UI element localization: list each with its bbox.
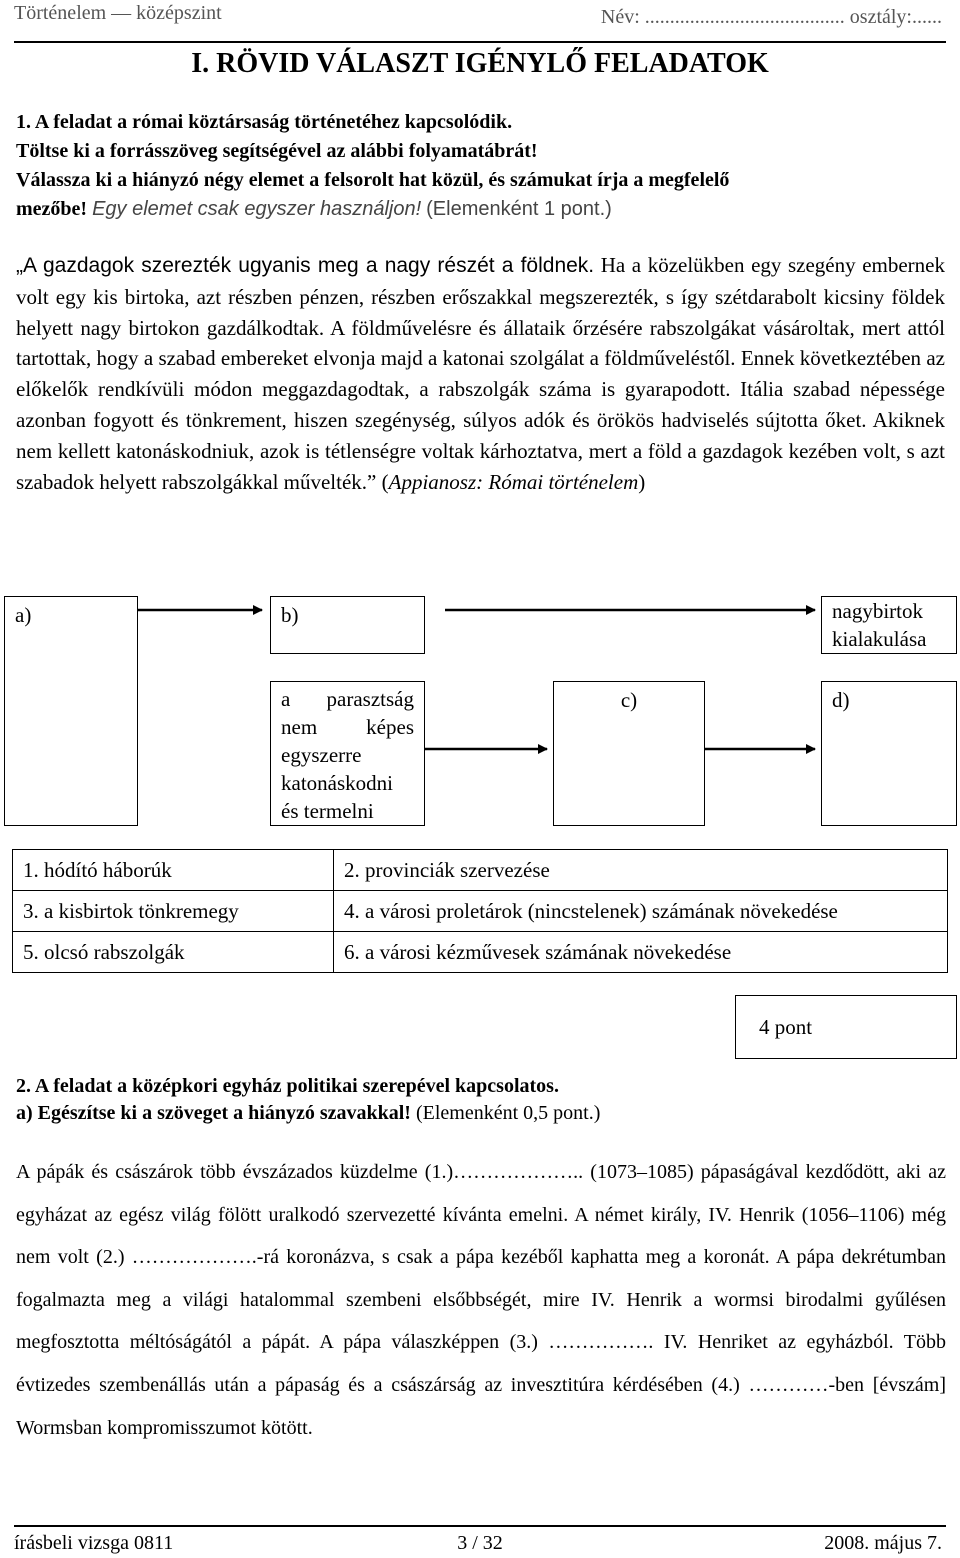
header-subject: Történelem — középszint [14, 2, 222, 24]
flow-label-b: b) [281, 603, 299, 627]
task2-instructions [16, 1073, 946, 1127]
flow-paraszt-line4: katonáskodni [281, 771, 393, 795]
source-cite-close: ) [638, 469, 646, 494]
source-body: Ha a közelükben egy szegény embernek volt egy kis birtoka, azt részben pénzen, részben erőszakkal megszerezték, s így szétdarabolt kicsiny földek helyett nagy birtokon gazdálkodtak. A földművelésre és állataik őrzésére rabszolgákat vásároltak, mert attól tartottak, hogy a szabad embereket elvonja majd a katonai szolgálat a földműveléstől. Ennek következtében az előkelők rendkívüli módon meggazdagodtak, a rabszolgák száma is gyarapodott. Itália szabad népessége azonban fogyott és tönkrement, hiszen szegénység, súlyos adók és örökös hadviselés sújtotta őket. Akiknek nem kellett katonáskodniuk, azok is tétlenségre voltak kárhoztatva, mert a föld a gazdagok kezében volt, s azt szabadok helyett rabszolgákkal művelték.” [16, 253, 945, 494]
flow-box-nagybirtok [821, 596, 957, 654]
footer-date: 2008. május 7. [824, 1532, 942, 1554]
footer-rule [14, 1525, 946, 1527]
flow-box-c[interactable] [553, 681, 705, 826]
task1-line1: 1. A feladat a római köztársaság történetéhez kapcsolódik. [16, 111, 513, 133]
source-cite-open: ( [381, 469, 389, 494]
option-cell: 5. olcsó rabszolgák [13, 932, 334, 973]
option-cell: 3. a kisbirtok tönkremegy [13, 891, 334, 932]
flow-label-nagybirtok: nagybirtok kialakulása [832, 599, 927, 651]
source-quote: „A gazdagok szerezték ugyanis meg a nagy részét a földnek. [16, 254, 595, 277]
task1-line4-bold: mezőbe! [16, 198, 88, 220]
flow-box-parasztsag [270, 681, 425, 826]
task1-line4-italic: Egy elemet csak egyszer használjon! [92, 198, 422, 220]
task1-line3: Válassza ki a hiányzó négy elemet a felsorolt hat közül, és számukat írja a megfelelő [16, 169, 730, 191]
flow-label-d: d) [832, 688, 850, 712]
fill-in-text: A pápák és császárok több évszázados küzdelme (1.)……………….. (1073–1085) pápaságával kezdődött, aki az egyházat az egész világ fölött uralkodó szervezetté kívánta emelni. A német király, IV. Henrik (1056–1106) még nem volt (2.) ……………….-rá koronázva, s csak a pápa kezéből kaphatta meg a koronát. A pápa dekrétumban fogalmazta meg a világi hatalommal szembeni elsőbbségét, mire IV. Henrik a wormsi birodalmi gyűlésen megfosztotta méltóságától a pápát. A pápa válaszképpen (3.) ……………. IV. Henriket az egyházból. Több évtizedes szembenállás után a pápaság és a császárság az invesztitúra kérdésében (4.) …………-ben [évszám] Wormsban kompromisszumot kötött. [16, 1161, 946, 1439]
options-row [13, 891, 948, 932]
option-cell: 4. a városi proletárok (nincstelenek) számának növekedése [334, 891, 948, 932]
task2-line2-bold: a) Egészítse ki a szöveget a hiányzó szavakkal! [16, 1102, 411, 1124]
flow-label-c: c) [620, 688, 638, 712]
options-table [12, 849, 948, 973]
flow-paraszt-line1: a parasztság [281, 687, 414, 711]
flow-paraszt-line2: nem képes [281, 715, 414, 739]
task1-line4-paren: (Elemenként 1 pont.) [426, 198, 612, 220]
option-cell: 1. hódító háborúk [13, 850, 334, 891]
task1-line2: Töltse ki a forrásszöveg segítségével az alábbi folyamatábrát! [16, 140, 538, 162]
task2-line1: 2. A feladat a középkori egyház politikai szerepével kapcsolatos. [16, 1075, 559, 1097]
flow-label-a: a) [15, 603, 32, 627]
source-citation: Appianosz: Római történelem [388, 469, 639, 494]
footer-exam: írásbeli vizsga 0811 [14, 1532, 174, 1554]
footer-page: 3 / 32 [457, 1532, 503, 1554]
option-cell: 6. a városi kézművesek számának növekedése [334, 932, 948, 973]
flow-paraszt-line3: egyszerre [281, 743, 362, 767]
flow-box-d[interactable] [821, 681, 957, 826]
flow-paraszt-line5: és termelni [281, 799, 374, 823]
task2-line2-norm: (Elemenként 0,5 pont.) [415, 1102, 601, 1124]
options-row [13, 932, 948, 973]
flow-box-a[interactable] [4, 596, 138, 826]
points-box: 4 pont [735, 995, 957, 1059]
flow-box-b[interactable] [270, 596, 425, 654]
options-row [13, 850, 948, 891]
section-title: I. RÖVID VÁLASZT IGÉNYLŐ FELADATOK [191, 48, 769, 79]
option-cell: 2. provinciák szervezése [334, 850, 948, 891]
header-name-class: Név: ........................................ osztály:...... [600, 6, 942, 28]
